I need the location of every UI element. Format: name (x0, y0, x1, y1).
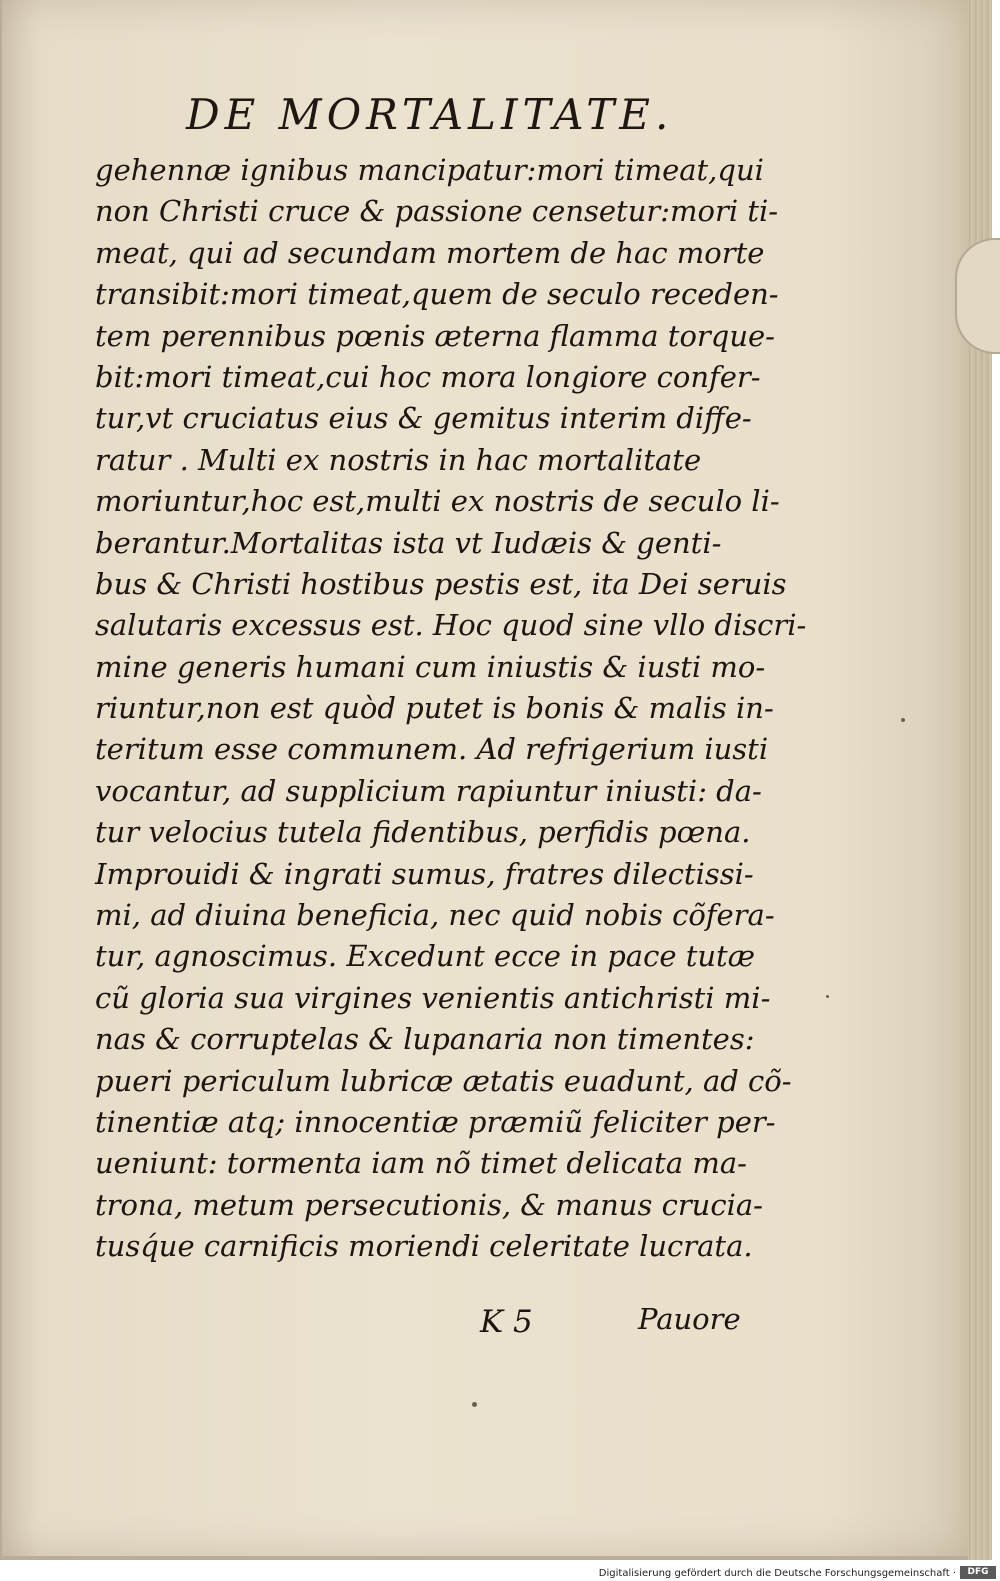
text-line: cũ gloria sua virgines venientis antichristi mi- (95, 980, 771, 1015)
text-line: bus & Christi hostibus pestis est, ita Dei seruis (95, 566, 787, 601)
text-line: tinentiæ atq; innocentiæ præmiũ feliciter per- (95, 1104, 776, 1139)
paper-speck (901, 718, 905, 722)
text-line: gehennæ ignibus mancipatur:mori timeat,qui (95, 153, 764, 187)
paper-speck (826, 995, 829, 998)
text-line: tem perennibus pœnis æterna flamma torque- (95, 318, 775, 353)
text-line: non Christi cruce & passione censetur:mori ti- (95, 194, 779, 229)
text-line: berantur.Mortalitas ista vt Iudæis & genti- (95, 525, 722, 560)
digitization-credit: Digitalisierung gefördert durch die Deutsche Forschungsgemeinschaft · (598, 1568, 956, 1579)
text-line: Improuidi & ingrati sumus, fratres dilectissi- (95, 856, 754, 891)
text-line: teritum esse communem. Ad refrigerium iusti (95, 732, 769, 767)
text-line: riuntur,non est quòd putet is bonis & malis in- (95, 691, 774, 726)
text-line: meat, qui ad secundam mortem de hac morte (95, 235, 765, 270)
running-head: DE MORTALITATE. (186, 90, 674, 139)
text-line: tusq́ue carnificis moriendi celeritate lucrata. (95, 1229, 753, 1264)
paper-speck (472, 1402, 477, 1407)
text-line: tur,vt cruciatus eius & gemitus interim diffe- (95, 401, 752, 436)
text-line: ratur . Multi ex nostris in hac mortalitate (95, 442, 702, 477)
text-line: ueniunt: tormenta iam nõ timet delicata ma- (95, 1146, 747, 1181)
text-line: moriuntur,hoc est,multi ex nostris de seculo li- (95, 484, 780, 519)
text-line: nas & corruptelas & lupanaria non timentes: (95, 1022, 755, 1057)
text-line: salutaris excessus est. Hoc quod sine vllo discri- (95, 608, 807, 643)
text-line: tur, agnoscimus. Excedunt ecce in pace tutæ (95, 939, 755, 974)
text-line: transibit:mori timeat,quem de seculo receden- (95, 277, 779, 312)
text-line: pueri periculum lubricæ ætatis euadunt, ad cõ- (95, 1063, 792, 1098)
text-line: tur velocius tutela fidentibus, perfidis pœna. (95, 815, 751, 850)
page-fore-edge (968, 0, 992, 1560)
text-line: trona, metum persecutionis, & manus crucia- (95, 1187, 763, 1222)
signature-mark: K 5 (480, 1304, 533, 1340)
page-tab-cutout (955, 238, 1000, 354)
dfg-logo: DFG (960, 1566, 996, 1579)
text-line: mi, ad diuina beneficia, nec quid nobis cõfera- (95, 898, 775, 933)
text-line: bit:mori timeat,cui hoc mora longiore confer- (95, 359, 761, 394)
body-text (95, 150, 807, 1268)
text-line: mine generis humani cum iniustis & iusti mo- (95, 649, 766, 684)
catchword: Pauore (638, 1302, 741, 1336)
text-line: vocantur, ad supplicium rapiuntur iniusti: da- (95, 773, 762, 808)
